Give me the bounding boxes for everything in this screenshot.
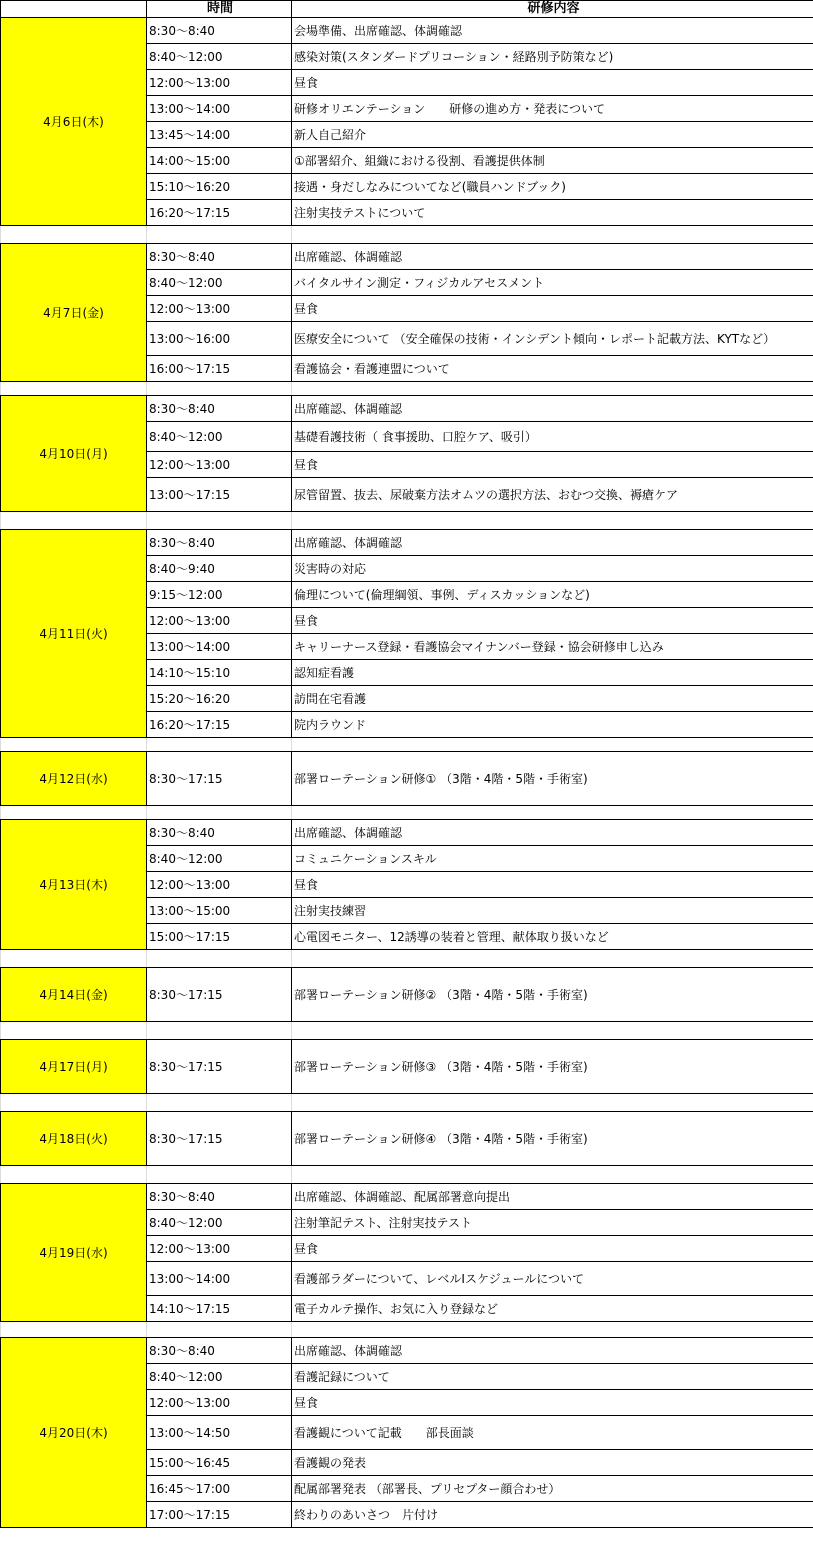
time-cell: 9:15～12:00: [147, 582, 292, 608]
spacer-cell: [292, 512, 813, 530]
date-cell: 4月19日(水): [1, 1184, 147, 1322]
spacer-cell: [292, 382, 813, 396]
spacer-row: [1, 806, 813, 820]
schedule-row: [1, 968, 813, 1022]
header-time: 時間: [147, 1, 292, 18]
content-cell: 看護協会・看護連盟について: [292, 356, 813, 382]
time-cell: 16:00～17:15: [147, 356, 292, 382]
spacer-cell: [292, 1022, 813, 1040]
content-cell: 昼食: [292, 1390, 813, 1416]
time-cell: 15:00～17:15: [147, 924, 292, 950]
content-cell: 接遇・身だしなみについてなど(職員ハンドブック): [292, 174, 813, 200]
schedule-row: [1, 752, 813, 806]
content-cell: 出席確認、体調確認: [292, 530, 813, 556]
content-cell: 研修オリエンテーション 研修の進め方・発表について: [292, 96, 813, 122]
time-cell: 16:20～17:15: [147, 712, 292, 738]
time-cell: 8:40～12:00: [147, 1210, 292, 1236]
time-cell: 16:45～17:00: [147, 1476, 292, 1502]
spacer-cell: [1, 1094, 147, 1112]
content-cell: 心電図モニター、12誘導の装着と管理、献体取り扱いなど: [292, 924, 813, 950]
spacer-row: [1, 1094, 813, 1112]
content-cell: 訪問在宅看護: [292, 686, 813, 712]
content-cell: 注射実技練習: [292, 898, 813, 924]
spacer-row: [1, 382, 813, 396]
schedule-row: [1, 396, 813, 422]
time-cell: 12:00～13:00: [147, 296, 292, 322]
spacer-row: [1, 1322, 813, 1338]
content-cell: 新人自己紹介: [292, 122, 813, 148]
content-cell: 看護部ラダーについて、レベルⅠスケジュールについて: [292, 1262, 813, 1296]
content-cell: バイタルサイン測定・フィジカルアセスメント: [292, 270, 813, 296]
content-cell: 部署ローテーション研修④ （3階・4階・5階・手術室): [292, 1112, 813, 1166]
header-content: 研修内容: [292, 1, 813, 18]
spacer-cell: [292, 1094, 813, 1112]
date-cell: 4月14日(金): [1, 968, 147, 1022]
time-cell: 13:45～14:00: [147, 122, 292, 148]
spacer-cell: [147, 382, 292, 396]
date-cell: 4月7日(金): [1, 244, 147, 382]
content-cell: 感染対策(スタンダードプリコーション・経路別予防策など): [292, 44, 813, 70]
content-cell: 注射筆記テスト、注射実技テスト: [292, 1210, 813, 1236]
spacer-cell: [147, 1022, 292, 1040]
spacer-cell: [292, 1166, 813, 1184]
content-cell: 配属部署発表 （部署長、プリセプター顔合わせ）: [292, 1476, 813, 1502]
time-cell: 8:40～9:40: [147, 556, 292, 582]
time-cell: 13:00～14:50: [147, 1416, 292, 1450]
content-cell: 出席確認、体調確認: [292, 820, 813, 846]
time-cell: 15:20～16:20: [147, 686, 292, 712]
time-cell: 12:00～13:00: [147, 70, 292, 96]
time-cell: 8:40～12:00: [147, 270, 292, 296]
spacer-row: [1, 950, 813, 968]
time-cell: 13:00～16:00: [147, 322, 292, 356]
content-cell: 昼食: [292, 608, 813, 634]
schedule-row: [1, 18, 813, 44]
spacer-cell: [292, 738, 813, 752]
content-cell: 尿管留置、抜去、尿破棄方法オムツの選択方法、おむつ交換、褥瘡ケア: [292, 478, 813, 512]
content-cell: 部署ローテーション研修③ （3階・4階・5階・手術室): [292, 1040, 813, 1094]
time-cell: 8:30～8:40: [147, 1184, 292, 1210]
spacer-cell: [147, 1322, 292, 1338]
time-cell: 17:00～17:15: [147, 1502, 292, 1528]
date-cell: 4月6日(木): [1, 18, 147, 226]
content-cell: 倫理について(倫理綱領、事例、ディスカッションなど): [292, 582, 813, 608]
spacer-cell: [1, 226, 147, 244]
date-cell: 4月12日(水): [1, 752, 147, 806]
content-cell: 院内ラウンド: [292, 712, 813, 738]
content-cell: 看護観について記載 部長面談: [292, 1416, 813, 1450]
time-cell: 8:40～12:00: [147, 1364, 292, 1390]
content-cell: 看護記録について: [292, 1364, 813, 1390]
time-cell: 8:30～8:40: [147, 244, 292, 270]
content-cell: 会場準備、出席確認、体調確認: [292, 18, 813, 44]
time-cell: 8:30～17:15: [147, 1112, 292, 1166]
content-cell: 看護観の発表: [292, 1450, 813, 1476]
spacer-cell: [1, 382, 147, 396]
spacer-cell: [1, 1322, 147, 1338]
time-cell: 8:40～12:00: [147, 846, 292, 872]
time-cell: 8:30～8:40: [147, 18, 292, 44]
spacer-cell: [1, 806, 147, 820]
spacer-cell: [147, 512, 292, 530]
spacer-cell: [1, 738, 147, 752]
time-cell: 13:00～14:00: [147, 1262, 292, 1296]
date-cell: 4月20日(木): [1, 1338, 147, 1528]
time-cell: 8:30～8:40: [147, 1338, 292, 1364]
content-cell: 終わりのあいさつ 片付け: [292, 1502, 813, 1528]
time-cell: 15:10～16:20: [147, 174, 292, 200]
header-row: [1, 1, 813, 18]
content-cell: 部署ローテーション研修② （3階・4階・5階・手術室): [292, 968, 813, 1022]
content-cell: 出席確認、体調確認、配属部署意向提出: [292, 1184, 813, 1210]
time-cell: 13:00～17:15: [147, 478, 292, 512]
content-cell: 昼食: [292, 1236, 813, 1262]
content-cell: 災害時の対応: [292, 556, 813, 582]
time-cell: 15:00～16:45: [147, 1450, 292, 1476]
content-cell: 出席確認、体調確認: [292, 1338, 813, 1364]
content-cell: ①部署紹介、組織における役割、看護提供体制: [292, 148, 813, 174]
content-cell: 注射実技テストについて: [292, 200, 813, 226]
content-cell: 基礎看護技術（ 食事援助、口腔ケア、吸引）: [292, 422, 813, 452]
time-cell: 16:20～17:15: [147, 200, 292, 226]
content-cell: コミュニケーションスキル: [292, 846, 813, 872]
schedule-row: [1, 1112, 813, 1166]
time-cell: 8:40～12:00: [147, 422, 292, 452]
content-cell: 認知症看護: [292, 660, 813, 686]
content-cell: 昼食: [292, 296, 813, 322]
spacer-row: [1, 1166, 813, 1184]
spacer-cell: [292, 950, 813, 968]
spacer-cell: [292, 1322, 813, 1338]
spacer-cell: [147, 1166, 292, 1184]
time-cell: 8:30～8:40: [147, 396, 292, 422]
date-cell: 4月13日(木): [1, 820, 147, 950]
spacer-cell: [1, 1022, 147, 1040]
time-cell: 14:10～17:15: [147, 1296, 292, 1322]
time-cell: 8:30～17:15: [147, 752, 292, 806]
schedule-row: [1, 1338, 813, 1364]
schedule-row: [1, 530, 813, 556]
spacer-row: [1, 738, 813, 752]
spacer-cell: [147, 226, 292, 244]
time-cell: 13:00～15:00: [147, 898, 292, 924]
spacer-cell: [147, 738, 292, 752]
schedule-row: [1, 820, 813, 846]
spacer-row: [1, 226, 813, 244]
time-cell: 12:00～13:00: [147, 1390, 292, 1416]
time-cell: 8:40～12:00: [147, 44, 292, 70]
spacer-row: [1, 512, 813, 530]
spacer-cell: [147, 806, 292, 820]
time-cell: 13:00～14:00: [147, 96, 292, 122]
content-cell: 昼食: [292, 70, 813, 96]
spacer-cell: [1, 512, 147, 530]
date-cell: 4月17日(月): [1, 1040, 147, 1094]
time-cell: 8:30～17:15: [147, 1040, 292, 1094]
spacer-cell: [1, 950, 147, 968]
content-cell: 出席確認、体調確認: [292, 396, 813, 422]
content-cell: 昼食: [292, 872, 813, 898]
content-cell: 出席確認、体調確認: [292, 244, 813, 270]
schedule-row: [1, 1184, 813, 1210]
content-cell: 電子カルテ操作、お気に入り登録など: [292, 1296, 813, 1322]
date-cell: 4月11日(火): [1, 530, 147, 738]
spacer-cell: [292, 226, 813, 244]
spacer-cell: [1, 1166, 147, 1184]
content-cell: キャリーナース登録・看護協会マイナンバー登録・協会研修申し込み: [292, 634, 813, 660]
time-cell: 12:00～13:00: [147, 1236, 292, 1262]
time-cell: 13:00～14:00: [147, 634, 292, 660]
time-cell: 8:30～8:40: [147, 530, 292, 556]
date-cell: 4月18日(火): [1, 1112, 147, 1166]
time-cell: 14:10～15:10: [147, 660, 292, 686]
time-cell: 12:00～13:00: [147, 452, 292, 478]
schedule-row: [1, 244, 813, 270]
time-cell: 12:00～13:00: [147, 872, 292, 898]
date-cell: 4月10日(月): [1, 396, 147, 512]
header-blank-cell: [1, 1, 147, 18]
spacer-cell: [147, 1094, 292, 1112]
time-cell: 8:30～8:40: [147, 820, 292, 846]
content-cell: 医療安全について （安全確保の技術・インシデント傾向・レポート記載方法、KYTなど）: [292, 322, 813, 356]
time-cell: 14:00～15:00: [147, 148, 292, 174]
schedule-row: [1, 1040, 813, 1094]
spacer-row: [1, 1022, 813, 1040]
time-cell: 8:30～17:15: [147, 968, 292, 1022]
spacer-cell: [292, 806, 813, 820]
time-cell: 12:00～13:00: [147, 608, 292, 634]
content-cell: 昼食: [292, 452, 813, 478]
spacer-cell: [147, 950, 292, 968]
content-cell: 部署ローテーション研修① （3階・4階・5階・手術室): [292, 752, 813, 806]
